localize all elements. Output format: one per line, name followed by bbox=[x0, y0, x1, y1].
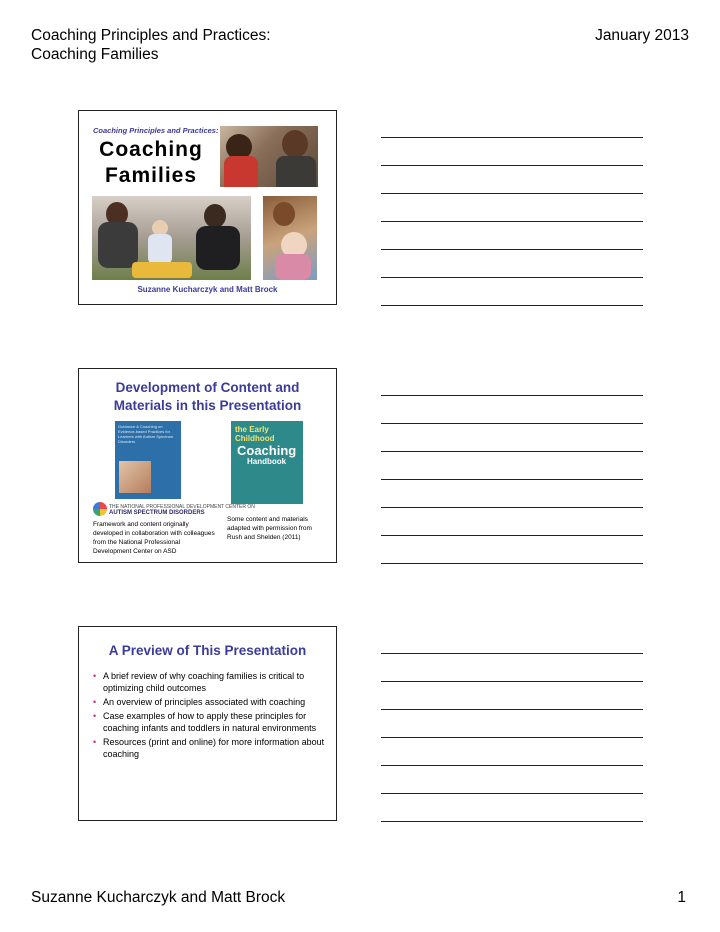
child-with-therapist-photo bbox=[220, 126, 318, 187]
family-play-photo bbox=[92, 196, 251, 280]
note-line bbox=[381, 221, 643, 222]
slide-1-title bbox=[91, 137, 211, 189]
bullet-item: • A brief review of why coaching families is critical to optimizing child outcomes bbox=[93, 670, 325, 694]
note-line bbox=[381, 277, 643, 278]
logo-small-text: THE NATIONAL PROFESSIONAL DEVELOPMENT CENTER ON bbox=[109, 504, 255, 510]
slide-2-thumbnail bbox=[78, 368, 337, 563]
slide-3-title: A Preview of This Presentation bbox=[108, 643, 307, 658]
header-title-line2: Coaching Families bbox=[31, 46, 159, 63]
bullet-item: • Resources (print and online) for more information about coaching bbox=[93, 736, 325, 760]
footer-authors: Suzanne Kucharczyk and Matt Brock bbox=[31, 889, 286, 906]
note-line bbox=[381, 681, 643, 682]
note-line bbox=[381, 423, 643, 424]
slide-2-title-line1: Development of Content and bbox=[115, 380, 300, 395]
note-line bbox=[381, 563, 643, 564]
header-title-line1: Coaching Principles and Practices: bbox=[31, 27, 271, 44]
note-line bbox=[381, 137, 643, 138]
note-line bbox=[381, 479, 643, 480]
note-line bbox=[381, 305, 643, 306]
book1-cover-photo bbox=[119, 461, 151, 493]
logo-main-text: AUTISM SPECTRUM DISORDERS bbox=[109, 510, 205, 516]
slide-3-note-lines bbox=[381, 653, 643, 849]
slide-1-title-line2: Families bbox=[104, 164, 198, 187]
slide-2-note-lines bbox=[381, 395, 643, 591]
book2-title-line3: Handbook bbox=[247, 457, 287, 466]
note-line bbox=[381, 535, 643, 536]
note-line bbox=[381, 395, 643, 396]
npdc-asd-logo-icon bbox=[93, 502, 107, 516]
note-line bbox=[381, 165, 643, 166]
slide-2-title bbox=[79, 379, 336, 415]
slide-1-kicker: Coaching Principles and Practices: bbox=[93, 126, 219, 135]
page-number: 1 bbox=[677, 889, 686, 906]
book2-title-line1: the Early Childhood bbox=[235, 425, 275, 443]
slide-2-title-line2: Materials in this Presentation bbox=[113, 398, 302, 413]
early-childhood-coaching-handbook-cover bbox=[231, 421, 303, 504]
mother-and-toddler-photo bbox=[263, 196, 317, 280]
slide-1-thumbnail bbox=[78, 110, 337, 305]
bullet-item: • Case examples of how to apply these principles for coaching infants and toddlers in natural environments bbox=[93, 710, 325, 734]
note-line bbox=[381, 793, 643, 794]
framework-caption: Framework and content originally developed in collaboration with colleagues from the National Professional Development Center on ASD bbox=[93, 521, 215, 555]
note-line bbox=[381, 249, 643, 250]
note-line bbox=[381, 193, 643, 194]
slide-1-authors: Suzanne Kucharczyk and Matt Brock bbox=[137, 285, 278, 294]
slide-3-thumbnail bbox=[78, 626, 337, 821]
permission-caption: Some content and materials adapted with permission from Rush and Shelden (2011) bbox=[227, 516, 312, 541]
bullet-item: • An overview of principles associated with coaching bbox=[93, 696, 325, 708]
npdc-guidance-book-cover bbox=[115, 421, 181, 499]
note-line bbox=[381, 451, 643, 452]
header-date: January 2013 bbox=[595, 27, 689, 44]
preview-bullet-list bbox=[93, 670, 325, 762]
note-line bbox=[381, 737, 643, 738]
note-line bbox=[381, 765, 643, 766]
slide-1-note-lines bbox=[381, 137, 643, 333]
page-header-title bbox=[31, 26, 271, 64]
note-line bbox=[381, 653, 643, 654]
book1-cover-text: Guidance & Coaching on Evidence-based Practices for Learners with Autism Spectrum Disorders bbox=[118, 424, 174, 444]
note-line bbox=[381, 709, 643, 710]
slide-1-title-line1: Coaching bbox=[99, 138, 203, 161]
note-line bbox=[381, 821, 643, 822]
book2-title-line2: Coaching bbox=[237, 443, 297, 458]
note-line bbox=[381, 507, 643, 508]
